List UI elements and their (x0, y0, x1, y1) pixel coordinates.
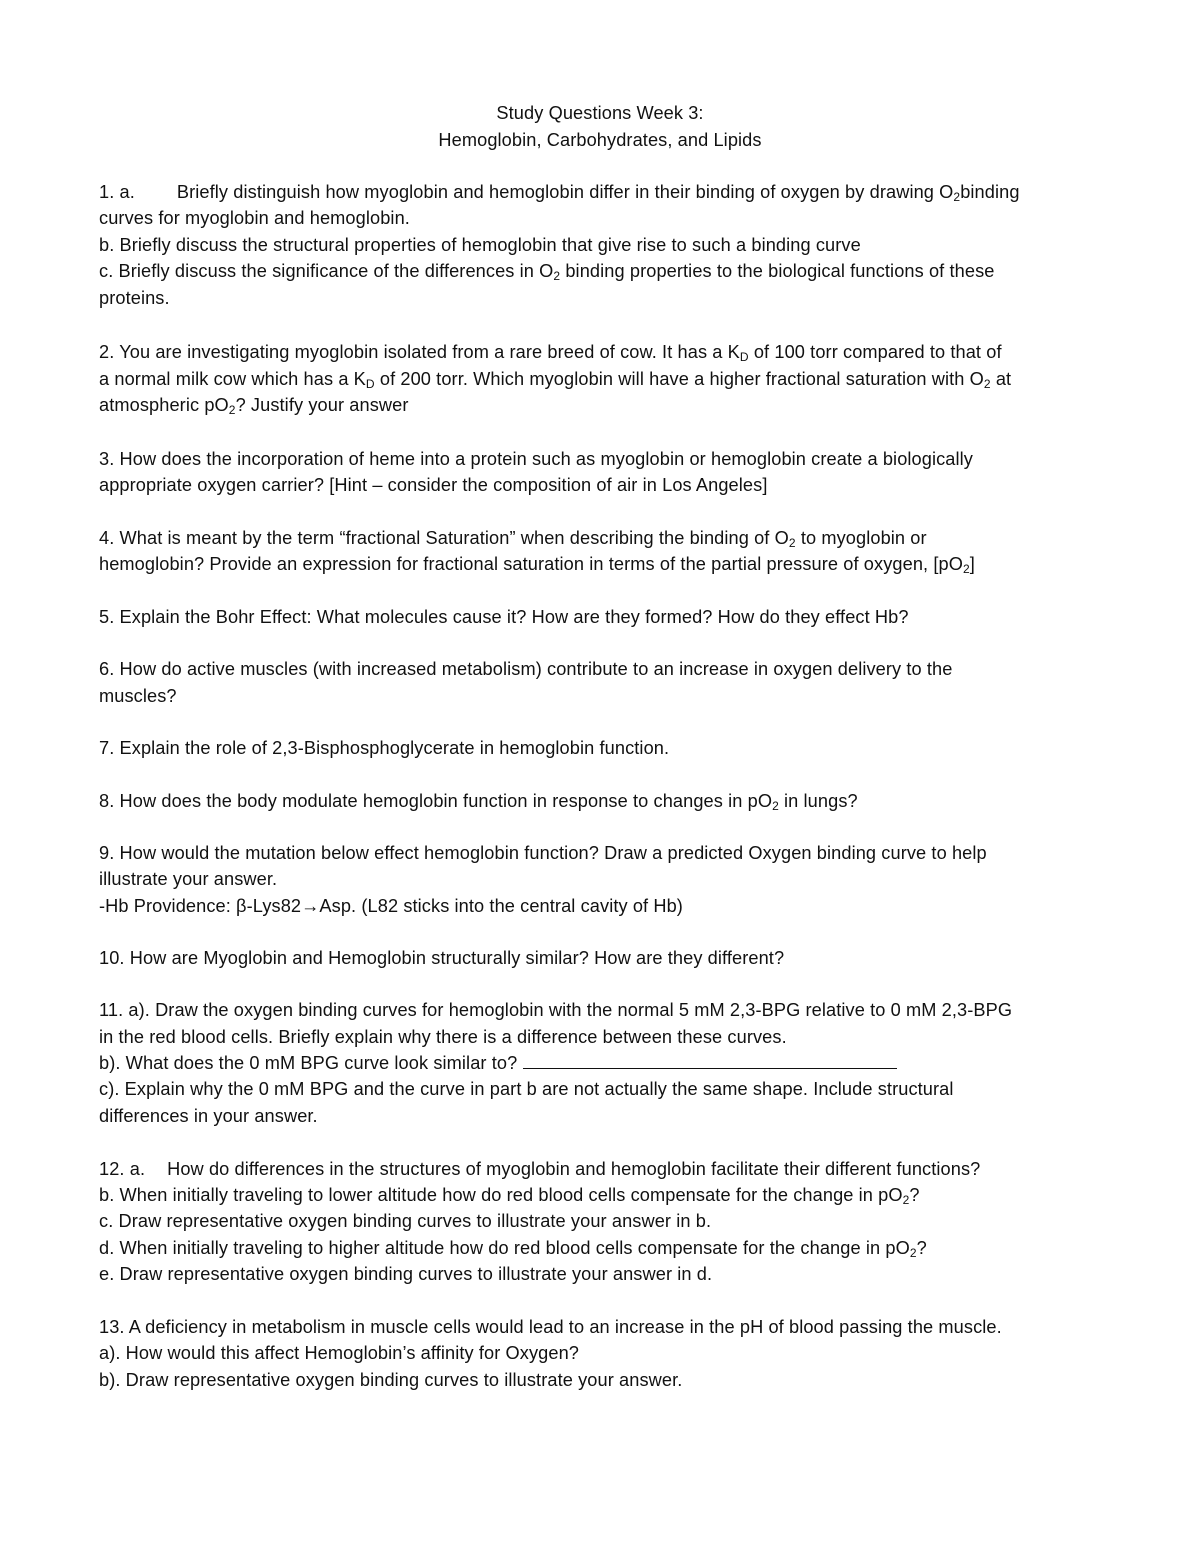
q12-a: 12. a. How do differences in the structures of myoglobin and hemoglobin facilitate their different functions? (99, 1159, 981, 1179)
q9-line1: 9. How would the mutation below effect hemoglobin function? Draw a predicted Oxygen binding curve to help (99, 843, 987, 863)
q1-c-line2: proteins. (99, 288, 170, 308)
q11-line3: b). What does the 0 mM BPG curve look similar to? (99, 1051, 897, 1075)
q12-d: d. When initially traveling to higher altitude how do red blood cells compensate for the change in $pO_2$? (99, 1238, 927, 1260)
doc-subtitle: Hemoglobin, Carbohydrates, and Lipids (438, 130, 762, 150)
q11-line1: 11. a). Draw the oxygen binding curves for hemoglobin with the normal 5 mM 2,3-BPG relative to 0 mM 2,3-BPG (99, 1000, 1013, 1020)
q10-line1: 10. How are Myoglobin and Hemoglobin structurally similar? How are they different? (99, 948, 785, 968)
q4-line1: 4. What is meant by the term “fractional Saturation” when describing the binding of $O_2$ to myoglobin or (99, 528, 927, 550)
answer-blank (523, 1052, 897, 1069)
q5-line1: 5. Explain the Bohr Effect: What molecules cause it? How are they formed? How do they effect Hb? (99, 607, 909, 627)
q8-line1: 8. How does the body modulate hemoglobin function in response to changes in $pO_2$ in lungs? (99, 791, 858, 813)
q13-line2: a). How would this affect Hemoglobin’s affinity for Oxygen? (99, 1343, 580, 1363)
doc-title: Study Questions Week 3: (496, 103, 704, 123)
q9-line2: illustrate your answer. (99, 869, 278, 889)
q11-line2: in the red blood cells. Briefly explain why there is a difference between these curves. (99, 1027, 787, 1047)
q12-e: e. Draw representative oxygen binding curves to illustrate your answer in d. (99, 1264, 713, 1284)
q1-c-line1: c. Briefly discuss the significance of the differences in $O_2$ binding properties to the biological functions of these (99, 261, 995, 283)
q12-c: c. Draw representative oxygen binding curves to illustrate your answer in b. (99, 1211, 712, 1231)
q13-line3: b). Draw representative oxygen binding curves to illustrate your answer. (99, 1370, 683, 1390)
q12-b: b. When initially traveling to lower altitude how do red blood cells compensate for the change in $pO_2$? (99, 1185, 920, 1207)
q6-line2: muscles? (99, 686, 177, 706)
q3-line1: 3. How does the incorporation of heme into a protein such as myoglobin or hemoglobin create a biologically (99, 449, 973, 469)
q1-b: b. Briefly discuss the structural properties of hemoglobin that give rise to such a binding curve (99, 235, 861, 255)
q12-a-number: 12. a. (99, 1159, 146, 1179)
q2-line3: atmospheric $pO_2$? Justify your answer (99, 395, 409, 417)
q7-line1: 7. Explain the role of 2,3-Bisphosphoglycerate in hemoglobin function. (99, 738, 670, 758)
q1-a-line1: 1. a. Briefly distinguish how myoglobin and hemoglobin differ in their binding of oxygen by drawing $O_2binding$ (99, 182, 1020, 204)
q11-line4: c). Explain why the 0 mM BPG and the curve in part b are not actually the same shape. Include structural (99, 1079, 954, 1099)
q3-line2: appropriate oxygen carrier? [Hint – consider the composition of air in Los Angeles] (99, 475, 768, 495)
q9-line3: -Hb Providence: β-Lys82→Asp. (L82 sticks into the central cavity of Hb) (99, 896, 683, 916)
q6-line1: 6. How do active muscles (with increased metabolism) contribute to an increase in oxygen delivery to the (99, 659, 953, 679)
q1-a-line2: curves for myoglobin and hemoglobin. (99, 208, 410, 228)
q11-line5: differences in your answer. (99, 1106, 318, 1126)
q1-a-number: 1. a. (99, 182, 135, 202)
q13-line1: 13. A deficiency in metabolism in muscle cells would lead to an increase in the pH of blood passing the muscle. (99, 1317, 1002, 1337)
q2-line1: 2. You are investigating myoglobin isolated from a rare breed of cow. It has a $K_D$ of 100 torr compared to that of (99, 342, 1002, 364)
q2-line2: a normal milk cow which has a $K_D$ of 200 torr. Which myoglobin will have a higher fractional saturation with $O_2$ at (99, 369, 1012, 391)
q4-line2: hemoglobin? Provide an expression for fractional saturation in terms of the partial pressure of oxygen, $[pO_2]$ (99, 554, 975, 576)
